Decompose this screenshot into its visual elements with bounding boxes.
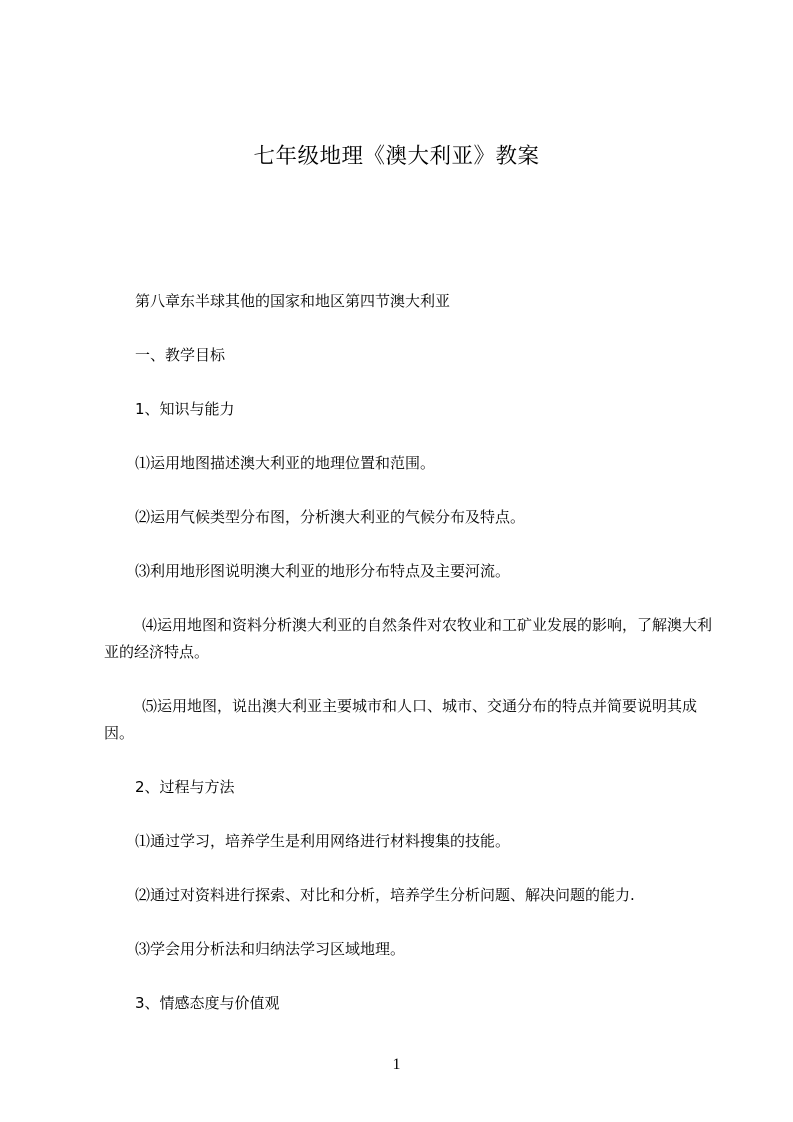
document-title: 七年级地理《澳大利亚》教案 <box>253 144 540 169</box>
chapter-heading: 第八章东半球其他的国家和地区第四节澳大利亚 <box>135 292 451 310</box>
subheading-process-method: 2、过程与方法 <box>135 778 235 796</box>
objective-item: ⑶利用地形图说明澳大利亚的地形分布特点及主要河流。 <box>135 562 511 580</box>
objective-item: ⑵运用气候类型分布图，分析澳大利亚的气候分布及特点。 <box>135 508 526 526</box>
document-body <box>104 288 712 1044</box>
section-heading-objectives: 一、教学目标 <box>135 346 226 364</box>
objective-item: ⑵通过对资料进行探索、对比和分析，培养学生分析问题、解决问题的能力. <box>135 886 635 904</box>
page-number: 1 <box>392 1056 401 1073</box>
subheading-attitude-values: 3、情感态度与价值观 <box>135 994 280 1012</box>
objective-item: ⑷运用地图和资料分析澳大利亚的自然条件对农牧业和工矿业发展的影响，了解澳大利亚的经济特点。 <box>104 616 713 661</box>
objective-item: ⑴运用地图描述澳大利亚的地理位置和范围。 <box>135 454 436 472</box>
objective-item: ⑴通过学习，培养学生是利用网络进行材料搜集的技能。 <box>135 832 511 850</box>
objective-item: ⑶学会用分析法和归纳法学习区域地理。 <box>135 940 406 958</box>
subheading-knowledge-ability: 1、知识与能力 <box>135 400 235 418</box>
objective-item: ⑸运用地图，说出澳大利亚主要城市和人口、城市、交通分布的特点并简要说明其成因。 <box>104 697 698 742</box>
